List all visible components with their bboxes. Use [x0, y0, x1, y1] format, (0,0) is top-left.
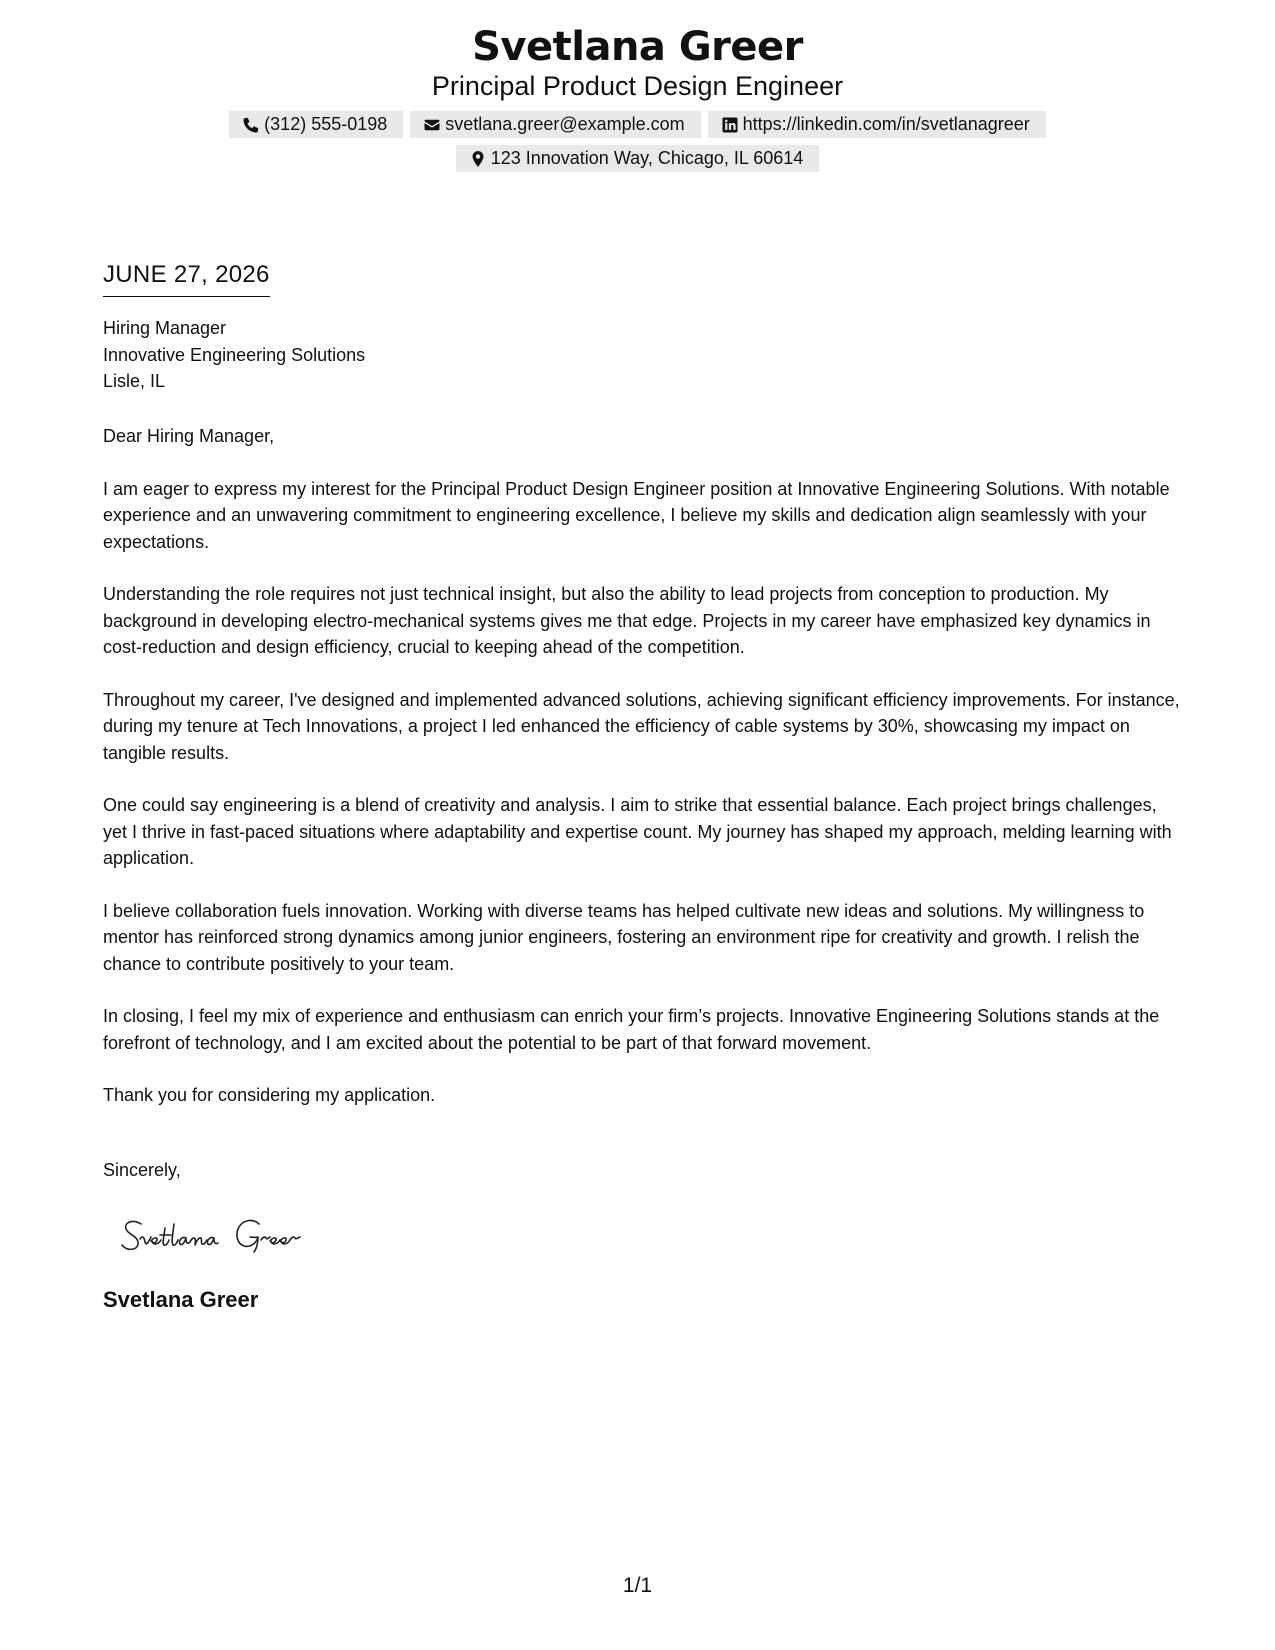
signature-image: [119, 1210, 359, 1260]
map-marker-icon: [469, 150, 487, 168]
body-paragraph: Thank you for considering my application.: [103, 1085, 436, 1105]
closing: Sincerely,: [103, 1159, 181, 1180]
email-text: svetlana.greer@example.com: [445, 114, 685, 134]
recipient-location: Lisle, IL: [103, 371, 166, 391]
envelope-icon: [423, 116, 441, 134]
recipient-company: Innovative Engineering Solutions: [103, 344, 366, 365]
phone-chip[interactable]: [229, 111, 403, 138]
body-paragraph: I believe collaboration fuels innovation. Working with diverse teams has helped cultivate new ideas and solutions. My willingness to mentor has reinforced strong dynamics among junior engineers, fostering an environment ripe for creativity and growth. I relish the chance to contribute positively to your team.: [103, 900, 1145, 974]
applicant-name: Svetlana Greer: [472, 24, 803, 70]
signer-name: Svetlana Greer: [103, 1286, 259, 1312]
address-chip[interactable]: [456, 145, 820, 172]
phone-icon: [242, 116, 260, 134]
linkedin-text: https://linkedin.com/in/svetlanagreer: [742, 114, 1030, 134]
body-paragraph: Understanding the role requires not just technical insight, but also the ability to lead projects from conception to production. My background in developing electro-mechanical systems gives me that edge. Projects in my career have emphasized key dynamics in cost-reduction and design efficiency, crucial to keeping ahead of the competition.: [103, 584, 1151, 657]
recipient-block: [103, 315, 1183, 395]
linkedin-chip[interactable]: [708, 111, 1046, 138]
contact-row-address: [0, 145, 1275, 172]
letter-body: [103, 258, 1183, 1315]
applicant-title: Principal Product Design Engineer: [431, 71, 844, 101]
body-paragraph: One could say engineering is a blend of creativity and analysis. I aim to strike that essential balance. Each project brings challenges, yet I thrive in fast-paced situations where adaptability and expertise count. My journey has shaped my approach, melding learning with application.: [103, 795, 1172, 868]
body-paragraph: Throughout my career, I've designed and implemented advanced solutions, achieving significant efficiency improvements. For instance, during my tenure at Tech Innovations, a project I led enhanced the efficiency of cable systems by 30%, showcasing my impact on tangible results.: [103, 689, 1180, 763]
email-chip[interactable]: [410, 111, 700, 138]
contact-row: [0, 111, 1275, 138]
phone-text: (312) 555-0198: [264, 114, 388, 134]
salutation: Dear Hiring Manager,: [103, 425, 275, 446]
body-paragraph: In closing, I feel my mix of experience and enthusiasm can enrich your firm’s projects. Innovative Engineering Solutions stands at the forefront of technology, and I am excited about the potential to be part of that forward movement.: [103, 1006, 1160, 1053]
page-number: 1/1: [622, 1574, 653, 1597]
letter-header: [0, 22, 1275, 172]
date-block: [103, 258, 270, 297]
letter-date: JUNE 27, 2026: [103, 261, 270, 288]
linkedin-icon: [721, 116, 739, 134]
body-paragraph: I am eager to express my interest for the Principal Product Design Engineer position at Innovative Engineering Solutions. With notable experience and an unwavering commitment to engineering excellence, I believe my skills and dedication align seamlessly with your expectations.: [103, 478, 1170, 552]
recipient-name: Hiring Manager: [103, 318, 227, 338]
address-text: 123 Innovation Way, Chicago, IL 60614: [490, 148, 804, 168]
